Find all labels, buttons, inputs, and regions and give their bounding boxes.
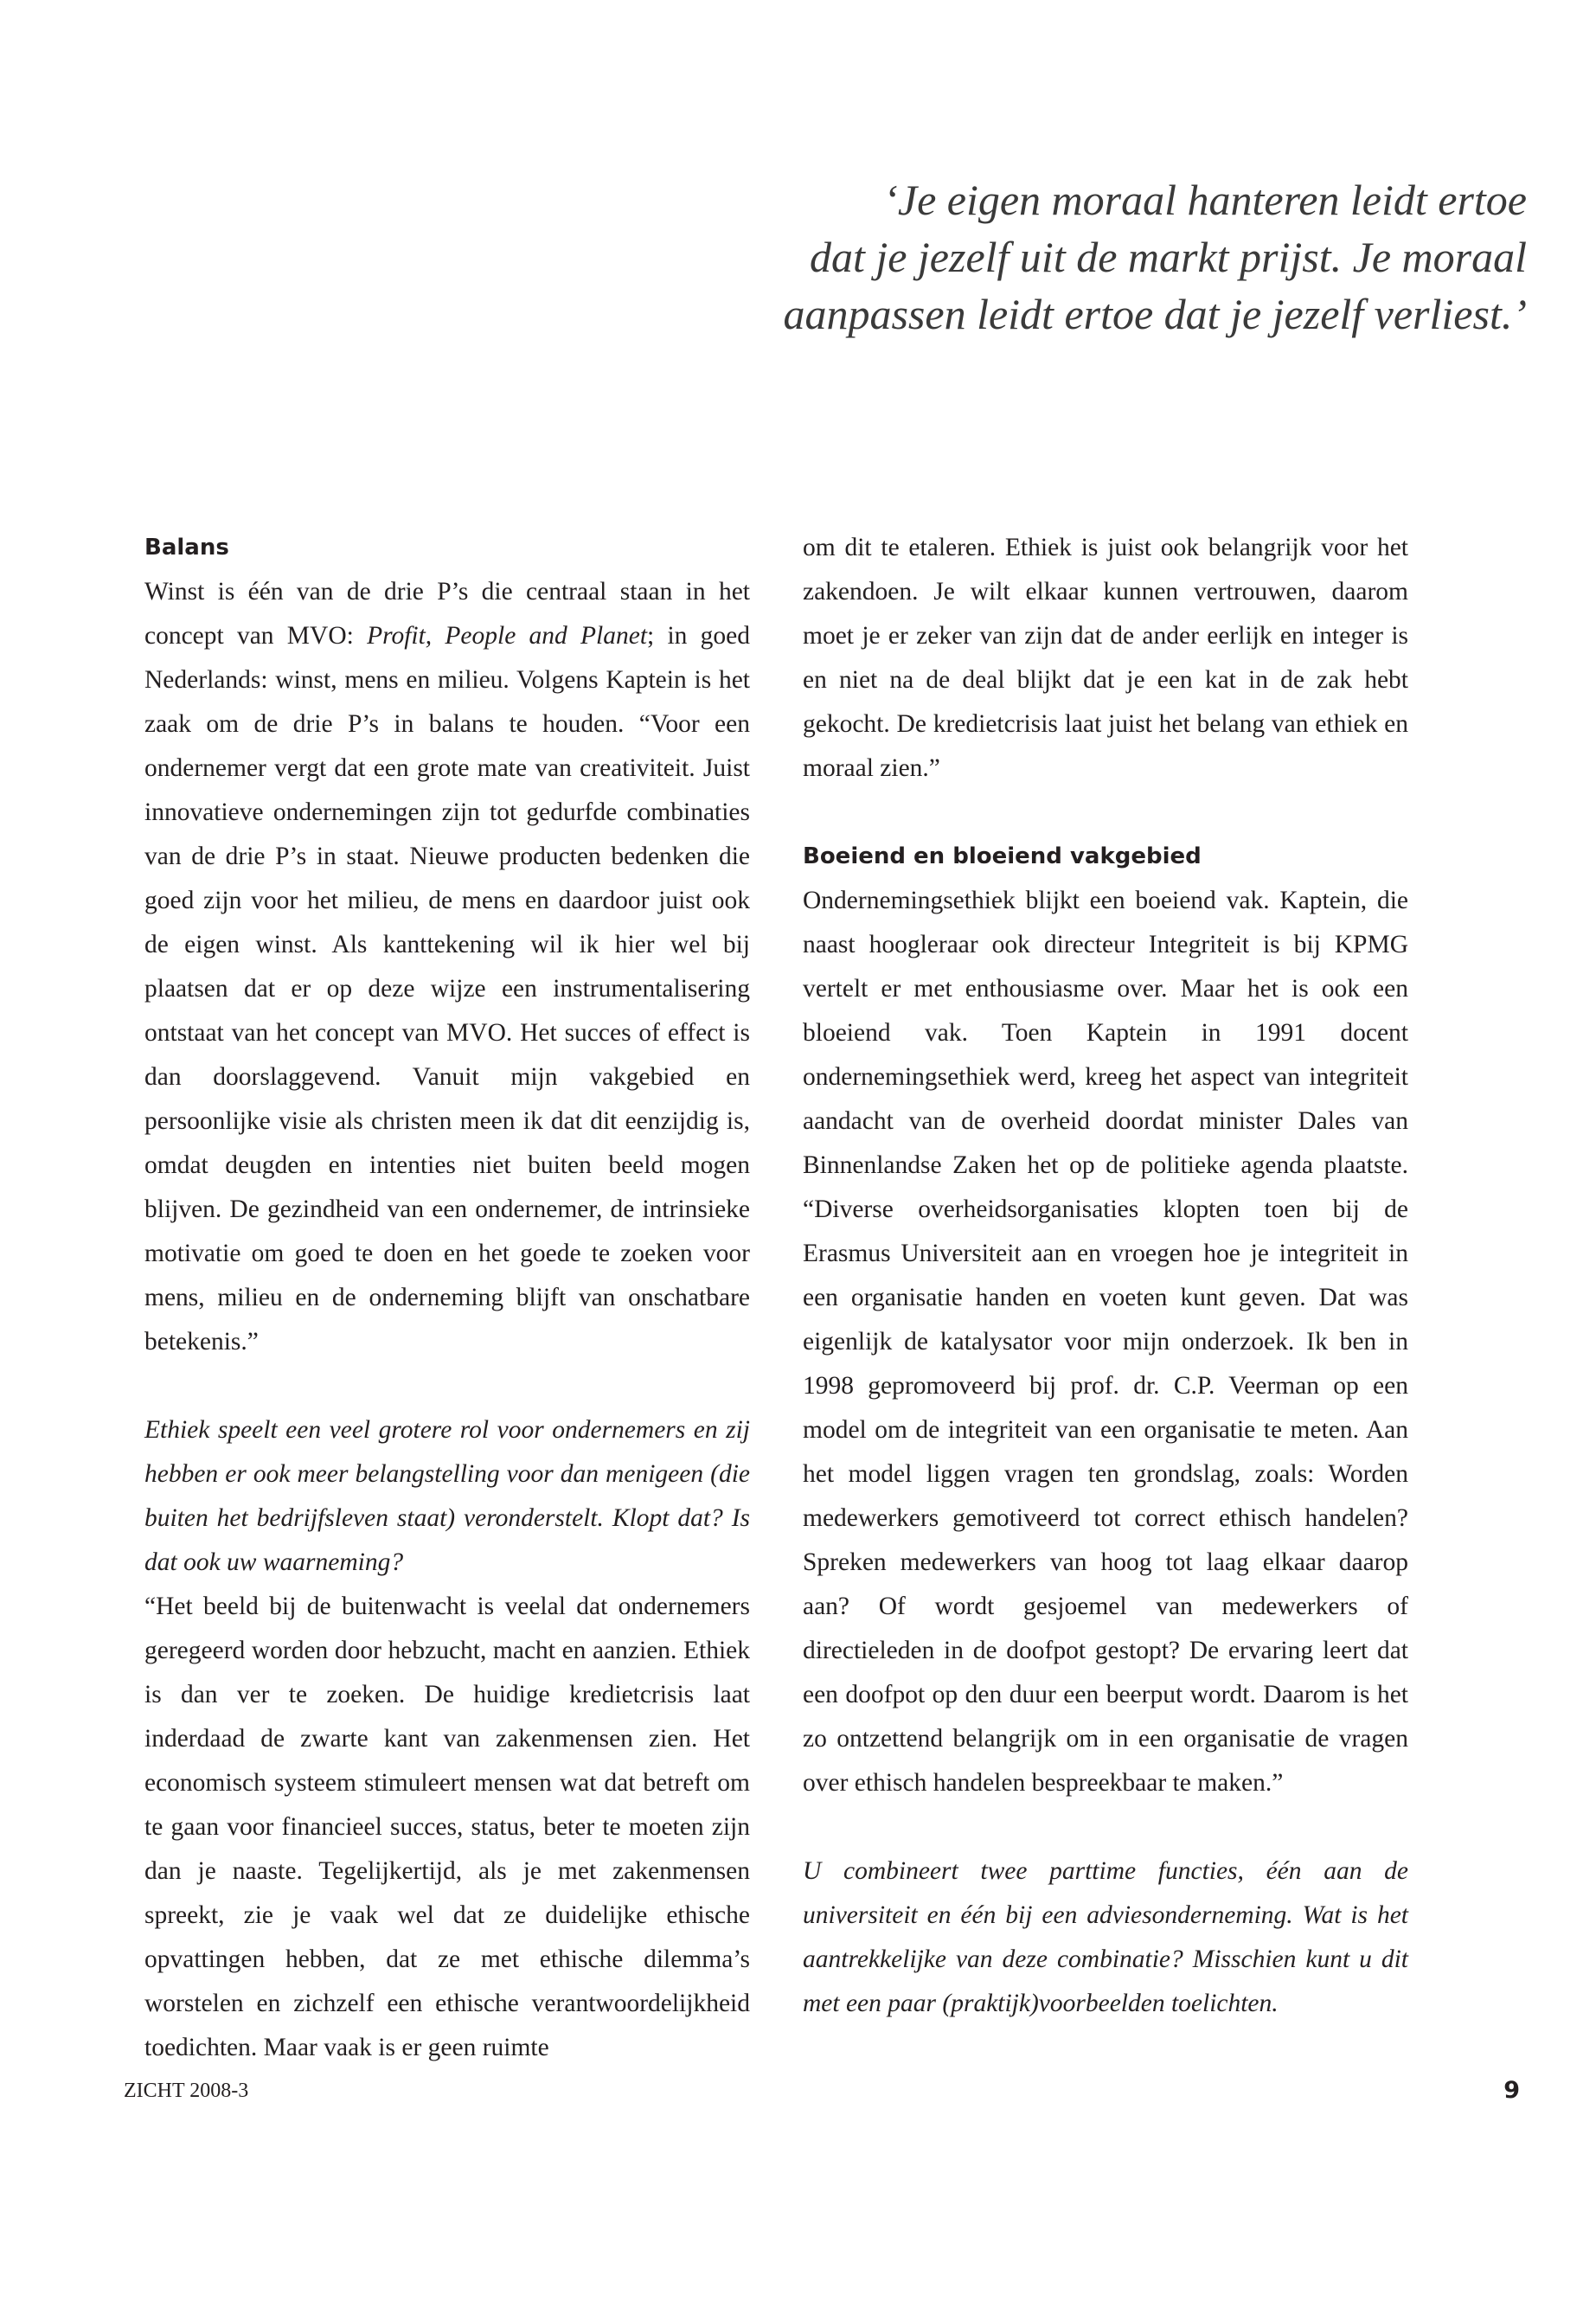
section-heading-vakgebied: Boeiend en bloeiend vakgebied (803, 843, 1202, 869)
pull-quote-line-2: dat je jezelf uit de markt prijst. Je moraal (809, 233, 1527, 281)
page-number: 9 (1503, 2077, 1520, 2104)
interview-question-1: Ethiek speelt een veel grotere rol voor ondernemers en zij hebben er ook meer belangstelling voor dan menigeen (die buiten het bedrijfsleven staat) veronderstelt. Klopt dat? Is dat ook uw waarneming? (144, 1416, 750, 1576)
paragraph-spacer (144, 1364, 750, 1408)
section-heading-balans: Balans (144, 535, 229, 561)
pull-quote (662, 171, 1527, 343)
paragraph-text-italic: Profit, People and Planet (367, 622, 648, 650)
pull-quote-line-3: aanpassen leidt ertoe dat je jezelf verliest.’ (783, 290, 1527, 338)
paragraph-spacer (803, 791, 1408, 835)
right-column (803, 526, 1408, 2026)
left-column (144, 526, 750, 2070)
body-paragraph-vakgebied: Ondernemingsethiek blijkt een boeiend vak. Kaptein, die naast hoogleraar ook directeur Integriteit is bij KPMG vertelt er met enthousiasme over. Maar het is ook een bloeiend vak. Toen Kaptein in 1991 docent ondernemingsethiek werd, kreeg het aspect van integriteit aandacht van de overheid doordat minister Dales van Binnenlandse Zaken het op de politieke agenda plaatste. “Diverse overheidsorganisaties klopten toen bij de Erasmus Universiteit aan en vroegen hoe je integriteit in een organisatie handen en voeten kunt geven. Dat was eigenlijk de katalysator voor mijn onderzoek. Ik ben in 1998 gepromoveerd bij prof. dr. C.P. Veerman op een model om de integriteit van een organisatie te meten. Aan het model liggen vragen ten grondslag, zoals: Worden medewerkers gemotiveerd tot correct ethisch handelen? Spreken medewerkers van hoog tot laag elkaar daarop aan? Of wordt gesjoemel van medewerkers of directieleden in de doofpot gestopt? De ervaring leert dat een doofpot op den duur een beerput wordt. Daarom is het zo ontzettend belangrijk om in een organisatie de vragen over ethisch handelen bespreekbaar te maken.” (803, 887, 1408, 1797)
paragraph-spacer (803, 1805, 1408, 1849)
footer-publication: ZICHT 2008-3 (124, 2080, 249, 2102)
interview-question-2: U combineert twee parttime functies, één aan de universiteit en één bij een adviesonderneming. Wat is het aantrekkelijke van deze combinatie? Misschien kunt u dit met een paar (praktijk)voorbeelden toelichten. (803, 1857, 1408, 2017)
pull-quote-line-1: ‘Je eigen moraal hanteren leidt ertoe (883, 176, 1527, 224)
body-paragraph-answer-1: “Het beeld bij de buitenwacht is veelal dat ondernemers geregeerd worden door hebzucht, macht en aanzien. Ethiek is dan ver te zoeken. De huidige kredietcrisis laat inderdaad de zwarte kant van zakenmensen zien. Het economisch systeem stimuleert mensen wat dat betreft om te gaan voor financieel succes, status, beter te moeten zijn dan je naaste. Tegelijkertijd, als je met zakenmensen spreekt, zie je vaak wel dat ze duidelijke ethische opvattingen hebben, dat ze met ethische dilemma’s worstelen en zichzelf een ethische verantwoordelijkheid toedichten. Maar vaak is er geen ruimte (144, 1593, 750, 2061)
paragraph-text-start: Winst is één van de drie P’s die centraal staan in het concept van MVO: (144, 578, 750, 650)
body-paragraph-balans (144, 570, 750, 1364)
body-paragraph-continued: om dit te etaleren. Ethiek is juist ook belangrijk voor het zakendoen. Je wilt elkaar kunnen vertrouwen, daarom moet je er zeker van zijn dat de ander eerlijk en integer is en niet na de deal blijkt dat je een kat in de zak hebt gekocht. De kredietcrisis laat juist het belang van ethiek en moraal zien.” (803, 534, 1408, 782)
paragraph-text-end: ; in goed Nederlands: winst, mens en milieu. Volgens Kaptein is het zaak om de drie P’s in balans te houden. “Voor een ondernemer vergt dat een grote mate van creativiteit. Juist innovatieve ondernemingen zijn tot gedurfde combinaties van de drie P’s in staat. Nieuwe producten bedenken die goed zijn voor het milieu, de mens en daardoor juist ook de eigen winst. Als kanttekening wil ik hier wel bij plaatsen dat er op deze wijze een instrumentalisering ontstaat van het concept van MVO. Het succes of effect is dan doorslaggevend. Vanuit mijn vakgebied en persoonlijke visie als christen meen ik dat dit eenzijdig is, omdat deugden en intenties niet buiten beeld mogen blijven. De gezindheid van een ondernemer, de intrinsieke motivatie om goed te doen en het goede te zoeken voor mens, milieu en de onderneming blijft van onschatbare betekenis.” (144, 622, 750, 1356)
